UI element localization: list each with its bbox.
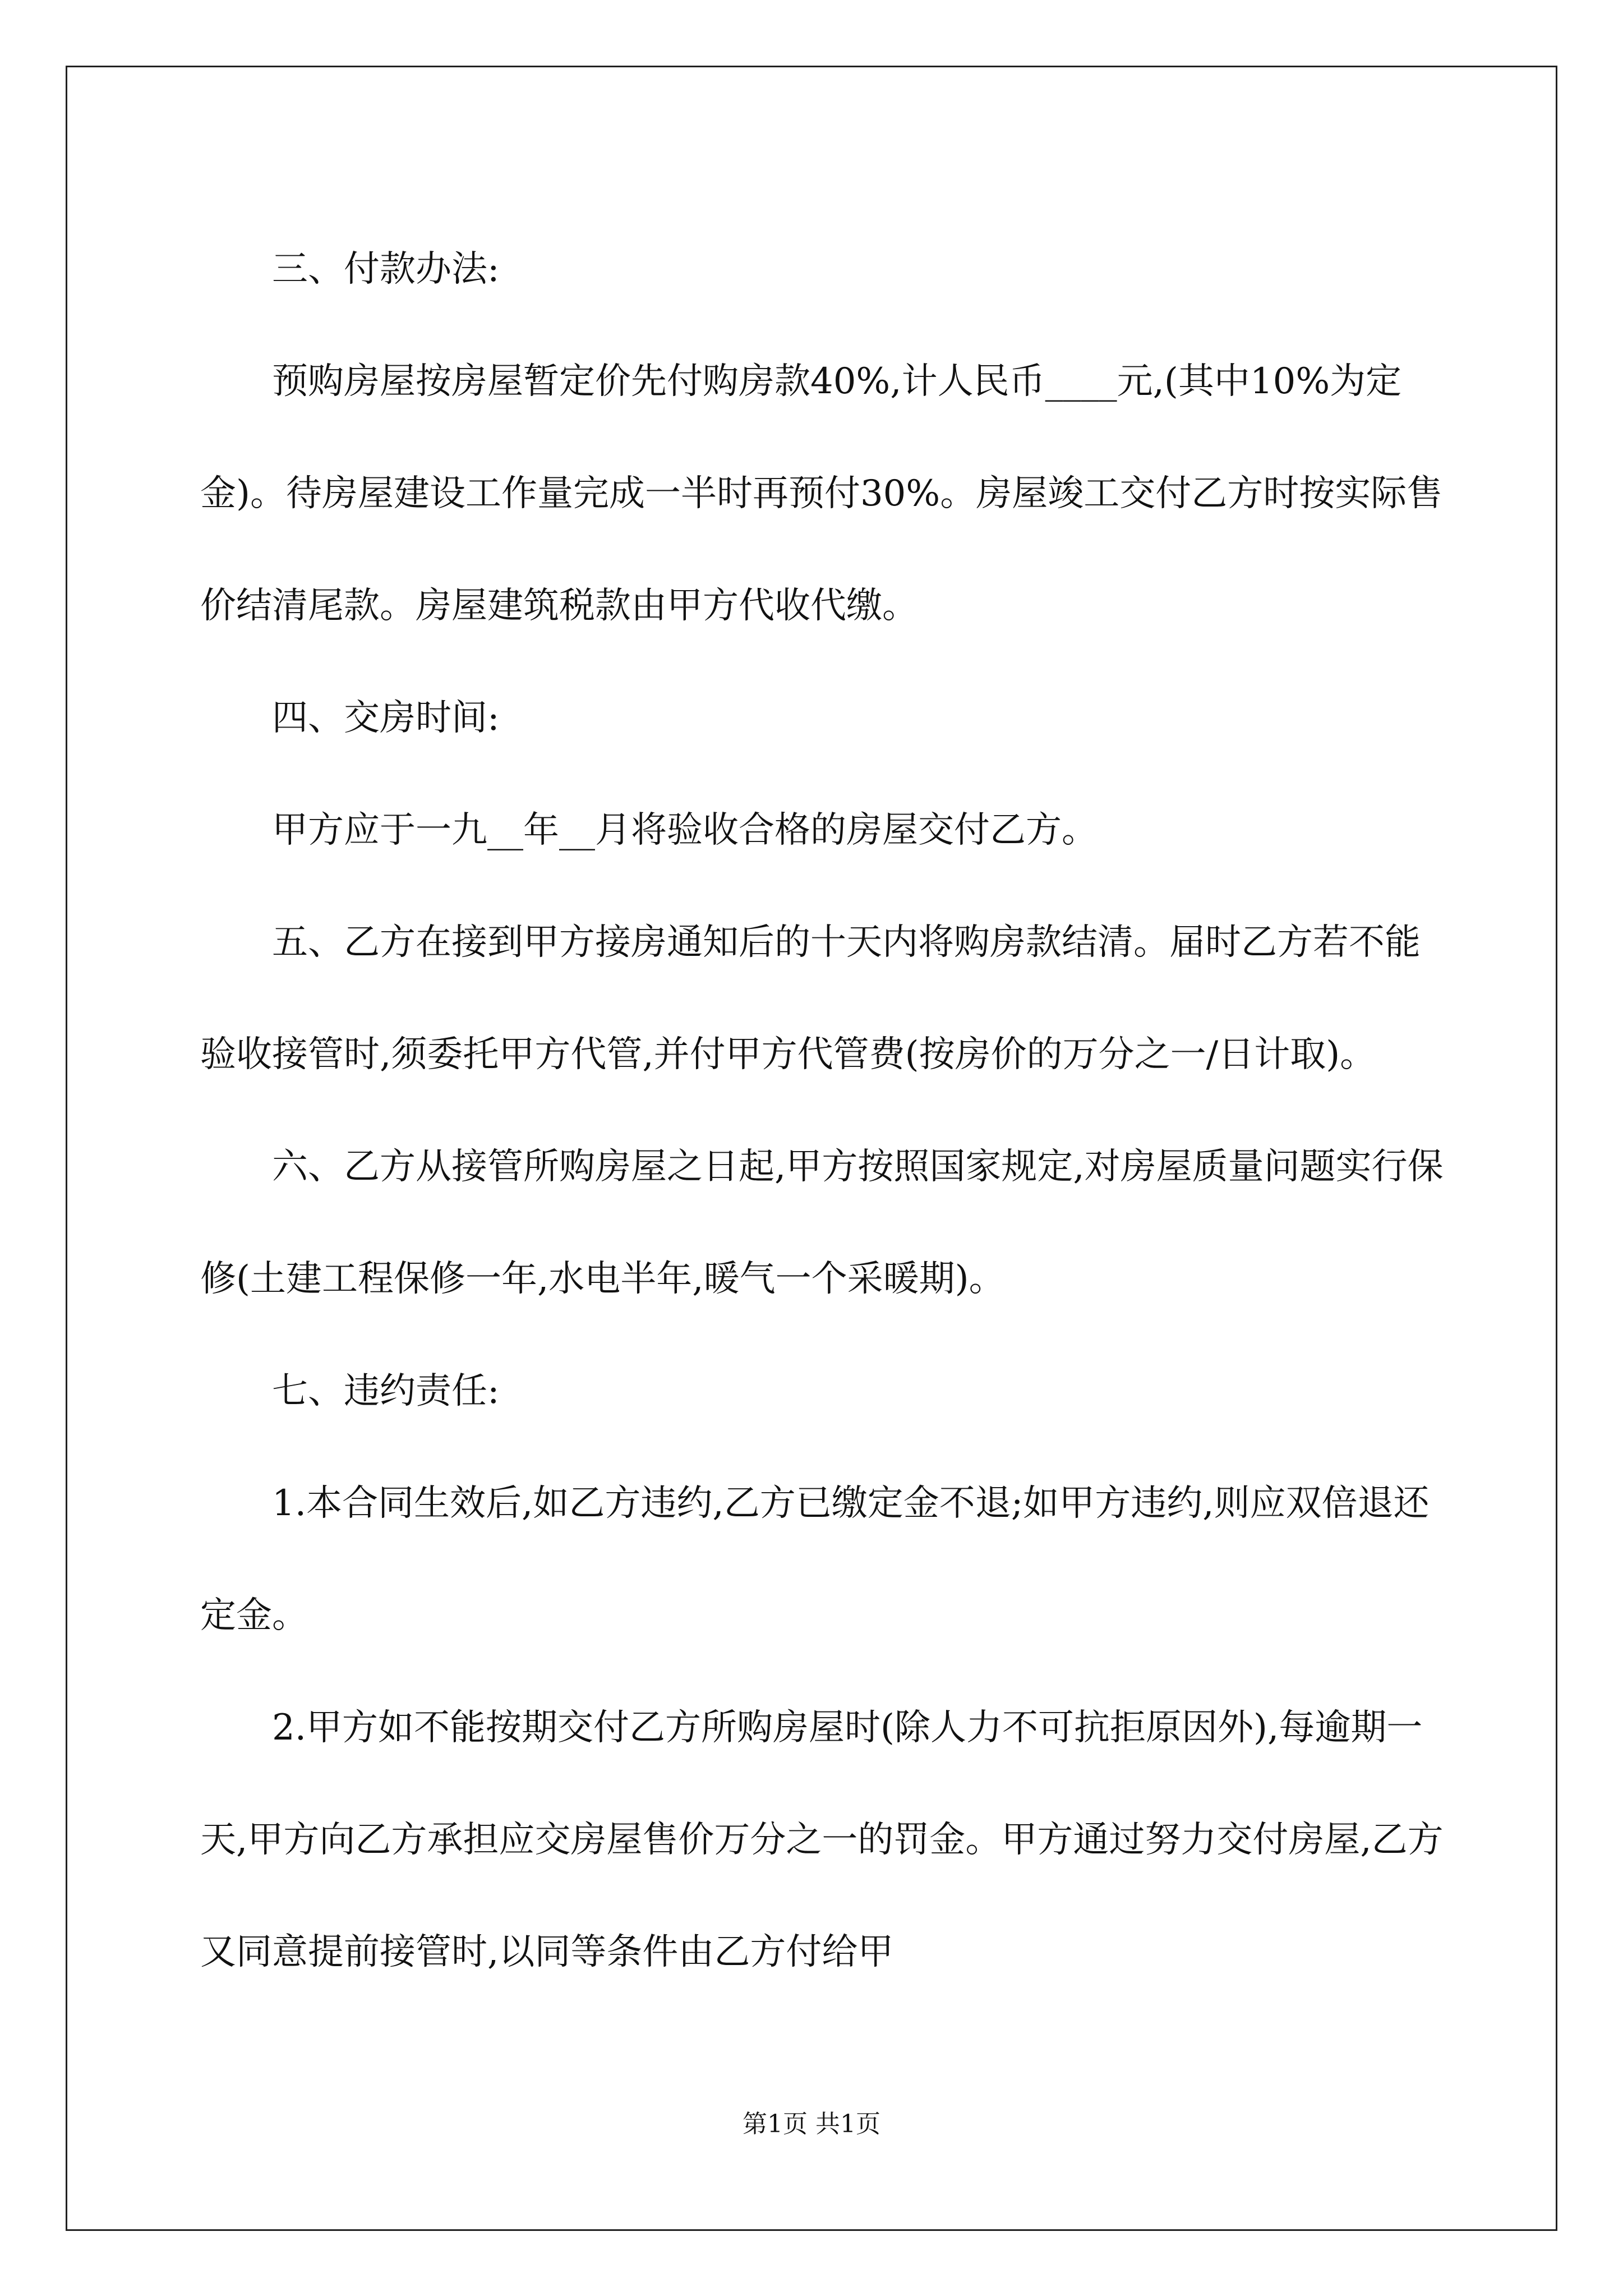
document-body (200, 213, 1451, 2008)
paragraph-delivery-date: 甲方应于一九__年__月将验收合格的房屋交付乙方。 (272, 809, 1098, 851)
paragraph-payment-terms: 预购房屋按房屋暂定价先付购房款40%,计人民币____元,(其中10%为定金)。待房屋建设工作量完成一半时再预付30%。房屋竣工交付乙方时按实际售价结清尾款。房屋建筑税款由甲方代收代缴。 (200, 361, 1443, 627)
paragraph-section-5: 五、乙方在接到甲方接房通知后的十天内将购房款结清。届时乙方若不能验收接管时,须委托甲方代管,并付甲方代管费(按房价的万分之一/日计取)。 (200, 922, 1421, 1075)
paragraph-breach-2: 2.甲方如不能按期交付乙方所购房屋时(除人力不可抗拒原因外),每逾期一天,甲方向乙方承担应交房屋售价万分之一的罚金。甲方通过努力交付房屋,乙方又同意提前接管时,以同等条件由乙方付给甲 (200, 1707, 1444, 1973)
paragraph-section-7-title: 七、违约责任: (272, 1370, 500, 1412)
paragraph-section-6: 六、乙方从接管所购房屋之日起,甲方按照国家规定,对房屋质量问题实行保修(土建工程保修一年,水电半年,暖气一个采暖期)。 (200, 1146, 1444, 1300)
page-footer: 第1页 共1页 (743, 2110, 880, 2138)
paragraph-section-4-title: 四、交房时间: (272, 697, 500, 739)
paragraph-breach-1: 1.本合同生效后,如乙方违约,乙方已缴定金不退;如甲方违约,则应双倍退还定金。 (200, 1483, 1430, 1636)
paragraph-section-3-title: 三、付款办法: (272, 249, 500, 290)
